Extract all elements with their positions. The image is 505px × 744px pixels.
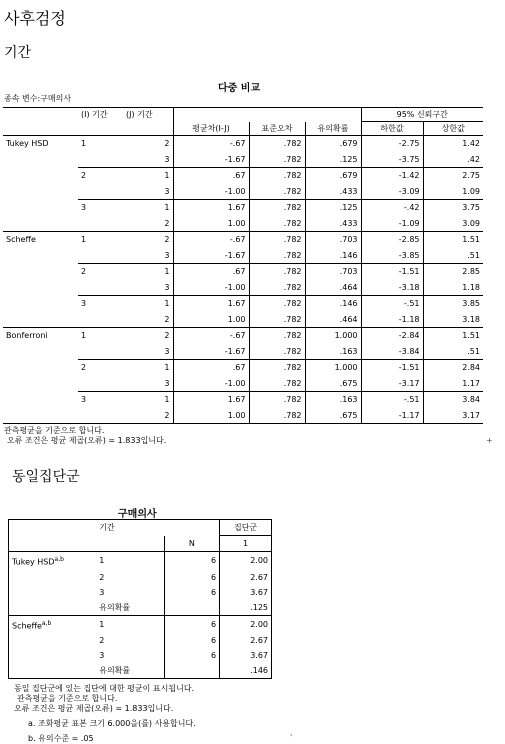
- std-error: .782: [249, 344, 305, 360]
- mean-diff: -1.67: [173, 152, 249, 168]
- method-name: [3, 184, 78, 200]
- upper-bound: 3.09: [423, 216, 483, 232]
- period: 1: [99, 556, 105, 566]
- i-period: 2: [81, 267, 87, 277]
- mean-diff: -.67: [229, 235, 246, 245]
- mean-diff: -1.00: [173, 184, 249, 200]
- table-row: [3, 360, 483, 376]
- mean-diff: 1.00: [173, 312, 249, 328]
- j-period: 1: [123, 168, 173, 184]
- significance: .703: [305, 232, 361, 248]
- subset-mean: 3.67: [220, 648, 272, 663]
- i-period: 2: [81, 363, 87, 373]
- significance: .703: [305, 264, 361, 280]
- homog-footnote: 오류 조건은 평균 제곱(오류) = 1.833입니다.: [14, 704, 174, 713]
- j-period: 2: [123, 328, 173, 344]
- lower-bound: -.51: [361, 296, 423, 312]
- i-period: [78, 152, 123, 168]
- table-row: [3, 344, 483, 360]
- method-name: [3, 376, 78, 392]
- multi-compare-title: 다중 비교: [218, 83, 261, 94]
- j-period: 1: [123, 392, 173, 408]
- mean-diff: 1.00: [173, 216, 249, 232]
- method-name: [3, 408, 78, 424]
- subset-mean: 2.67: [220, 570, 272, 585]
- j-period: 3: [123, 152, 173, 168]
- method-name: [3, 392, 78, 408]
- mean-diff: -1.67: [173, 248, 249, 264]
- footnote-marker: a,b: [41, 619, 52, 627]
- std-error: .782: [249, 360, 305, 376]
- i-period: 1: [81, 331, 87, 341]
- n-value: 6: [164, 585, 220, 600]
- i-period: [78, 312, 123, 328]
- header-i-period: (I) 기간: [78, 108, 123, 122]
- mean-diff: .67: [232, 267, 246, 277]
- table-row: [3, 184, 483, 200]
- significance: .163: [305, 392, 361, 408]
- table-row: [3, 168, 483, 184]
- j-period: 3: [123, 184, 173, 200]
- subset-mean: 2.67: [220, 633, 272, 648]
- table-row: [3, 376, 483, 392]
- method-label: Tukey HSD: [12, 557, 55, 567]
- i-period: 2: [81, 171, 87, 181]
- table-row: [3, 328, 483, 344]
- lower-bound: -1.09: [361, 216, 423, 232]
- table-row: [9, 615, 272, 633]
- n-value: [164, 663, 220, 679]
- upper-bound: 3.17: [423, 408, 483, 424]
- lower-bound: -3.09: [361, 184, 423, 200]
- j-period: 1: [123, 200, 173, 216]
- lower-bound: -1.51: [361, 360, 423, 376]
- lower-bound: -2.84: [361, 328, 423, 344]
- upper-bound: 2.75: [423, 168, 483, 184]
- header-n: N: [164, 536, 220, 552]
- significance: 1.000: [305, 360, 361, 376]
- method-name: [9, 633, 97, 648]
- lower-bound: -3.18: [361, 280, 423, 296]
- header-std-error: 표준오차: [249, 122, 305, 136]
- homog-footnote: 동일 집단군에 있는 집단에 대한 평균이 표시됩니다.: [14, 684, 195, 693]
- homogeneous-subsets-heading: 동일집단군: [12, 469, 80, 485]
- homog-title: 구매의사: [118, 509, 157, 520]
- method-name: [9, 615, 97, 633]
- table-row: [3, 152, 483, 168]
- method-name: [9, 570, 97, 585]
- method-name: [9, 663, 97, 679]
- method-name: [9, 600, 97, 616]
- homog-footnotes: [14, 684, 196, 744]
- homog-footnote: a. 조화평균 표본 크기 6.000을(를) 사용합니다.: [28, 719, 196, 728]
- method-name: Bonferroni: [6, 331, 48, 341]
- method-name: [3, 200, 78, 216]
- std-error: .782: [249, 168, 305, 184]
- lower-bound: -3.75: [361, 152, 423, 168]
- j-period: 1: [123, 296, 173, 312]
- method-name: [3, 264, 78, 280]
- j-period: 3: [123, 344, 173, 360]
- upper-bound: 3.75: [423, 200, 483, 216]
- header-blank: [3, 108, 78, 122]
- mean-diff: .67: [232, 171, 246, 181]
- table-row: [9, 570, 272, 585]
- header-significance: 유의확률: [305, 122, 361, 136]
- table-row: [9, 663, 272, 679]
- method-name: [3, 168, 78, 184]
- period: 1: [99, 619, 105, 629]
- dependent-variable-label: 종속 변수:구매의사: [4, 94, 72, 103]
- i-period: [78, 376, 123, 392]
- subset-significance: .125: [220, 600, 272, 616]
- upper-bound: .51: [423, 248, 483, 264]
- table-row: [9, 633, 272, 648]
- table-row: [3, 136, 483, 152]
- period: 3: [99, 651, 105, 661]
- posthoc-heading: 사후검정: [4, 9, 66, 28]
- significance: .125: [305, 200, 361, 216]
- std-error: .782: [249, 296, 305, 312]
- significance-label: 유의확률: [96, 663, 164, 679]
- std-error: .782: [249, 376, 305, 392]
- table-row: [3, 264, 483, 280]
- multi-footnote: 관측평균을 기준으로 합니다.: [4, 426, 105, 435]
- footnote-marker: a,b: [54, 556, 64, 563]
- mean-diff: -1.00: [173, 280, 249, 296]
- table-row: [3, 280, 483, 296]
- j-period: 2: [123, 136, 173, 152]
- significance: .464: [305, 280, 361, 296]
- i-period: [78, 408, 123, 424]
- n-value: 6: [164, 648, 220, 663]
- n-value: 6: [164, 615, 220, 633]
- method-name: Tukey HSD: [6, 139, 49, 149]
- table-row: [3, 232, 483, 248]
- lower-bound: -2.85: [361, 232, 423, 248]
- lower-bound: -.51: [361, 392, 423, 408]
- header-j-period: (J) 기간: [123, 108, 173, 122]
- n-value: 6: [164, 570, 220, 585]
- method-name: [3, 344, 78, 360]
- subset-mean: 3.67: [220, 585, 272, 600]
- method-name: [9, 648, 97, 663]
- period: 2: [99, 636, 105, 646]
- method-name: [3, 216, 78, 232]
- significance: .675: [305, 376, 361, 392]
- period-heading: 기간: [4, 45, 32, 61]
- mean-diff: -.67: [229, 331, 246, 341]
- method-name: [3, 360, 78, 376]
- j-period: 2: [123, 312, 173, 328]
- std-error: .782: [249, 152, 305, 168]
- std-error: .782: [249, 328, 305, 344]
- j-period: 2: [123, 408, 173, 424]
- std-error: .782: [249, 408, 305, 424]
- lower-bound: -2.75: [361, 136, 423, 152]
- significance: 1.000: [305, 328, 361, 344]
- std-error: .782: [249, 184, 305, 200]
- significance: .163: [305, 344, 361, 360]
- header-period: 기간: [96, 520, 164, 536]
- j-period: 3: [123, 248, 173, 264]
- significance-label: 유의확률: [96, 600, 164, 616]
- i-period: [78, 216, 123, 232]
- table-row: [3, 392, 483, 408]
- std-error: .782: [249, 232, 305, 248]
- i-period: 3: [81, 299, 87, 309]
- lower-bound: -1.18: [361, 312, 423, 328]
- lower-bound: -.42: [361, 200, 423, 216]
- i-period: [78, 184, 123, 200]
- homog-footnote: 관측평균을 기준으로 합니다.: [17, 694, 118, 703]
- period: 2: [99, 572, 105, 582]
- std-error: .782: [249, 392, 305, 408]
- table-row: [9, 552, 272, 570]
- subset-mean: 2.00: [220, 615, 272, 633]
- upper-bound: 1.51: [423, 328, 483, 344]
- lower-bound: -3.85: [361, 248, 423, 264]
- header-subset: 집단군: [220, 520, 272, 536]
- std-error: .782: [249, 200, 305, 216]
- n-value: 6: [164, 552, 220, 570]
- mean-diff: 1.67: [227, 299, 246, 309]
- significance: .679: [305, 136, 361, 152]
- lower-bound: -1.42: [361, 168, 423, 184]
- significance: .433: [305, 216, 361, 232]
- std-error: .782: [249, 136, 305, 152]
- table-row: [9, 600, 272, 616]
- upper-bound: .51: [423, 344, 483, 360]
- j-period: 1: [123, 360, 173, 376]
- table-row: [3, 248, 483, 264]
- upper-bound: 3.85: [423, 296, 483, 312]
- significance: .433: [305, 184, 361, 200]
- i-period: [78, 344, 123, 360]
- upper-bound: .42: [423, 152, 483, 168]
- method-name: [3, 248, 78, 264]
- std-error: .782: [249, 280, 305, 296]
- mean-diff: -1.00: [173, 376, 249, 392]
- upper-bound: 1.42: [423, 136, 483, 152]
- method-name: [9, 585, 97, 600]
- method-name: Scheffe: [6, 235, 36, 245]
- method-name: [9, 552, 97, 570]
- j-period: 3: [123, 376, 173, 392]
- n-value: [164, 600, 220, 616]
- i-period: 3: [81, 203, 87, 213]
- j-period: 3: [123, 280, 173, 296]
- std-error: .782: [249, 216, 305, 232]
- table-row: [9, 585, 272, 600]
- significance: .675: [305, 408, 361, 424]
- significance: .464: [305, 312, 361, 328]
- homog-footnote: b. 유의수준 = .05: [28, 734, 94, 743]
- upper-bound: 1.51: [423, 232, 483, 248]
- header-subset-1: 1: [220, 536, 272, 552]
- header-lower-bound: 하한값: [361, 122, 423, 136]
- i-period: 3: [81, 395, 87, 405]
- std-error: .782: [249, 264, 305, 280]
- j-period: 1: [123, 264, 173, 280]
- significance: .679: [305, 168, 361, 184]
- significance: .125: [305, 152, 361, 168]
- mean-diff: .67: [232, 363, 246, 373]
- upper-bound: 1.17: [423, 376, 483, 392]
- mean-diff: -1.67: [173, 344, 249, 360]
- multi-footnotes: [4, 426, 166, 446]
- multi-footnote: 오류 조건은 평균 제곱(오류) = 1.833입니다.: [7, 436, 167, 445]
- upper-bound: 1.18: [423, 280, 483, 296]
- upper-bound: 1.09: [423, 184, 483, 200]
- subset-significance: .146: [220, 663, 272, 679]
- header-mean-diff: 평균차(I-J): [173, 122, 249, 136]
- significance: .146: [305, 248, 361, 264]
- lower-bound: -3.17: [361, 376, 423, 392]
- significance: .146: [305, 296, 361, 312]
- multiple-comparisons-table: [3, 107, 483, 424]
- n-value: 6: [164, 633, 220, 648]
- upper-bound: 2.84: [423, 360, 483, 376]
- table-row: [9, 648, 272, 663]
- std-error: .782: [249, 248, 305, 264]
- method-name: [3, 280, 78, 296]
- homogeneous-subsets-table: [8, 519, 272, 679]
- method-name: [3, 152, 78, 168]
- i-period: [78, 248, 123, 264]
- table-row: [3, 200, 483, 216]
- header-upper-bound: 상한값: [423, 122, 483, 136]
- i-period: 1: [81, 139, 87, 149]
- method-name: [3, 296, 78, 312]
- std-error: .782: [249, 312, 305, 328]
- mean-diff: -.67: [229, 139, 246, 149]
- lower-bound: -1.51: [361, 264, 423, 280]
- lower-bound: -1.17: [361, 408, 423, 424]
- mean-diff: 1.00: [173, 408, 249, 424]
- lower-bound: -3.84: [361, 344, 423, 360]
- upper-bound: 2.85: [423, 264, 483, 280]
- header-ci: 95% 신뢰구간: [361, 108, 483, 122]
- method-name: [3, 312, 78, 328]
- mean-diff: 1.67: [227, 395, 246, 405]
- j-period: 2: [123, 216, 173, 232]
- table-row: [3, 312, 483, 328]
- mean-diff: 1.67: [227, 203, 246, 213]
- period: 3: [99, 587, 105, 597]
- subset-mean: 2.00: [220, 552, 272, 570]
- upper-bound: 3.84: [423, 392, 483, 408]
- table-row: [3, 216, 483, 232]
- j-period: 2: [123, 232, 173, 248]
- i-period: 1: [81, 235, 87, 245]
- table-row: [3, 408, 483, 424]
- i-period: [78, 280, 123, 296]
- method-label: Scheffe: [12, 621, 42, 631]
- upper-bound: 3.18: [423, 312, 483, 328]
- table-row: [3, 296, 483, 312]
